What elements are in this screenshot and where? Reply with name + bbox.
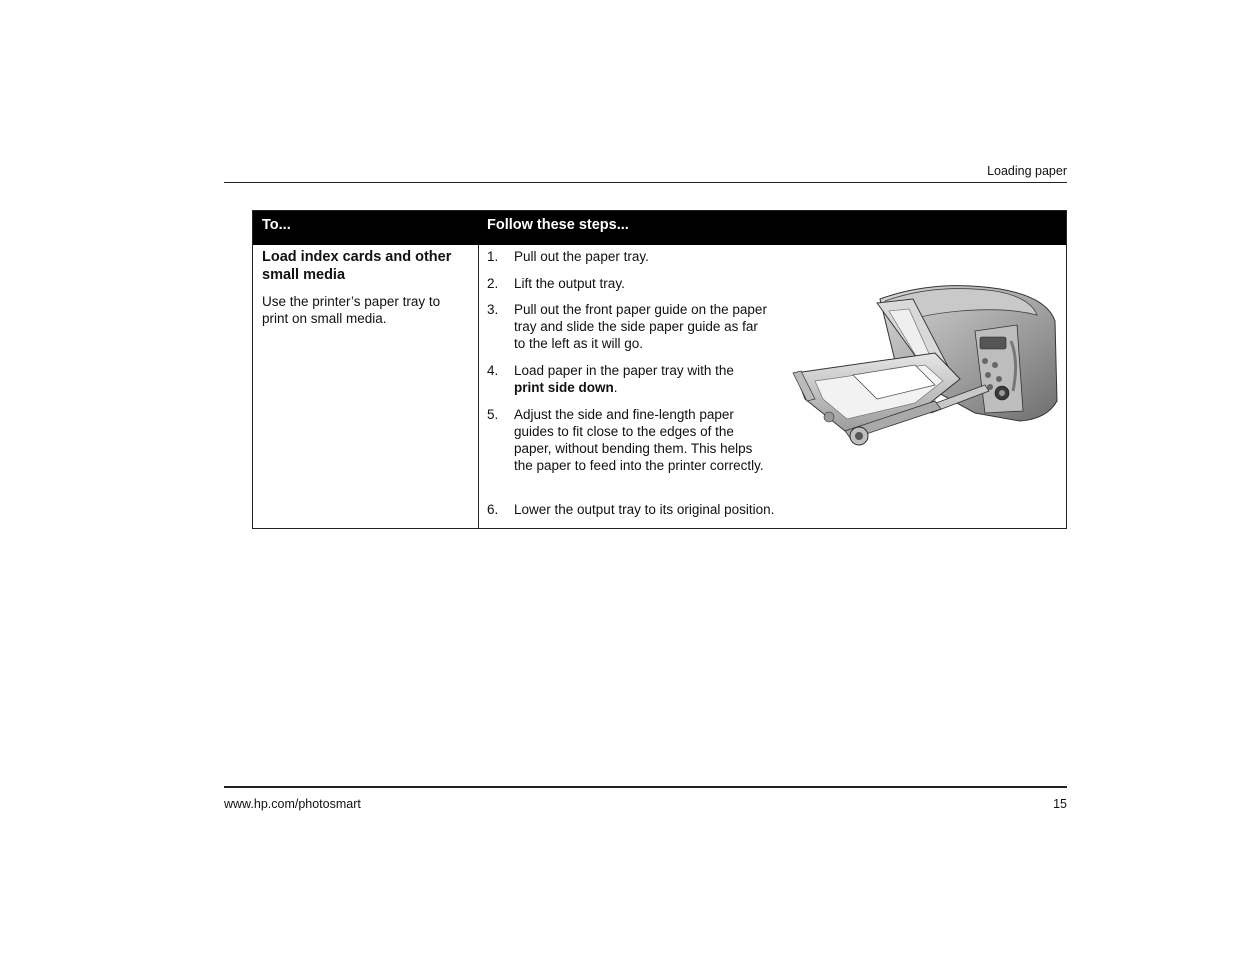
step-number: 2.	[487, 276, 499, 291]
task-description: Use the printer’s paper tray to print on small media.	[262, 294, 441, 326]
step-text: Pull out the front paper guide on the paper tray and slide the side paper guide as far to the left as it will go.	[514, 302, 767, 351]
running-head: Loading paper	[987, 164, 1067, 178]
step-number: 6.	[487, 502, 499, 517]
column-header-steps: Follow these steps...	[487, 217, 629, 233]
step-number: 3.	[487, 302, 499, 317]
header-rule	[224, 182, 1067, 183]
footer-url: www.hp.com/photosmart	[224, 797, 361, 811]
step-text: Lift the output tray.	[514, 276, 625, 291]
emphasis-text: print side down	[514, 380, 614, 395]
step-text: Pull out the paper tray.	[514, 249, 649, 264]
step-number: 1.	[487, 249, 499, 264]
step-text: Adjust the side and fine-length paper guides to fit close to the edges of the paper, without bending them. This helps the paper to feed into the printer correctly.	[514, 407, 764, 473]
table-header	[253, 211, 1066, 245]
printer-illustration	[785, 281, 1060, 456]
step-number: 4.	[487, 363, 499, 378]
column-header-to: To...	[262, 217, 291, 233]
task-title: Load index cards and other small media	[262, 249, 452, 283]
step-text: Lower the output tray to its original position.	[514, 502, 775, 517]
step-text: Load paper in the paper tray with the print side down.	[514, 363, 734, 395]
column-divider	[478, 245, 479, 529]
footer-rule	[224, 786, 1067, 788]
instructions-table	[252, 210, 1067, 529]
step-number: 5.	[487, 407, 499, 422]
page-number: 15	[1053, 797, 1067, 811]
